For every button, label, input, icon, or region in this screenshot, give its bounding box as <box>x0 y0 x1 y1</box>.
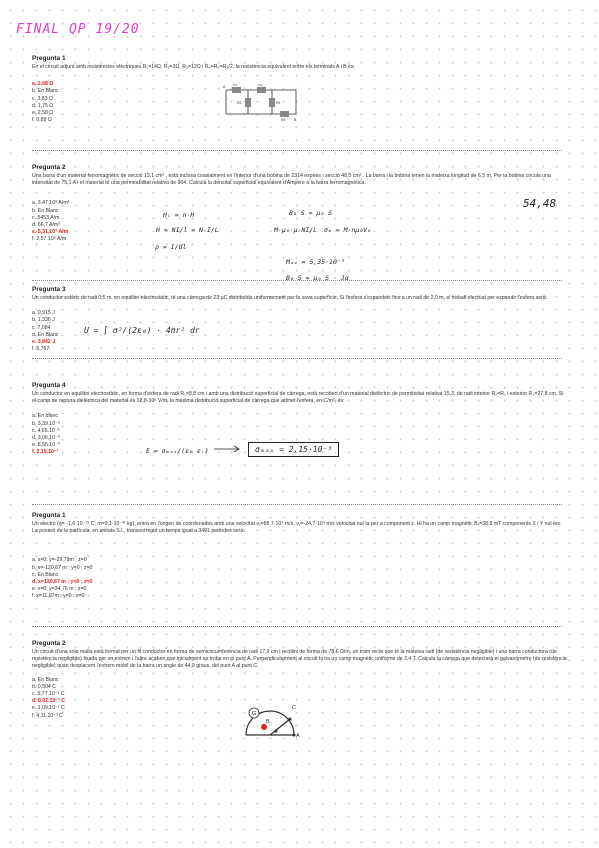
question-text: Un circuit d'una sola malla està format per un fil conductor en forma de semicircumferència de radi 17,9 cm i rectilini de forma de 78,6 Ω/m, un tram recte que té la mateixa radi (de resistència negligible) i una barra conductora (de resistència negligible) fixada per un extrem i l'altre acaben que inicialment es troba en el punt A. Perpendicularment al circuit hi ha un camp magnètic uniforme de 3,4 T. Calcula la càrrega que detectarà el galvanòmetre (de resistència negligible) quan desplacem l'extrem mobil de la barra un angle de 44,9 graus, del punt A al punt C. <box>32 649 567 670</box>
point-b-label: B <box>266 719 270 725</box>
handwritten-note: E = σₘₐₓ/(ε₀ εᵣ) <box>146 447 209 455</box>
question-text: Un conductor esfèric de radi 0,5 m, en equilibri electrostàtic, té una càrrega de 23 μC distribuïda uniformement per la seva superfície. Si l'esfera s'expandeix fins a un radi de 2,0 m, el treball efectuat per expandir l'esfera serà: <box>32 295 548 301</box>
option-a: a. 0,915 J <box>32 310 55 317</box>
handwritten-note: σₘ = M·nμ₀V₀ <box>324 226 371 234</box>
point-a-label: A <box>296 733 300 739</box>
option-b: b. x=-120,67 m ; y=0 ; z=0 <box>32 564 93 571</box>
option-a: a. 3,47.10⁸ A/m² <box>32 200 70 207</box>
option-d: d. En Blanc <box>32 331 59 338</box>
handwritten-note: B₀ S = μ₀ S <box>289 209 333 217</box>
circuit-diagram <box>222 84 300 122</box>
option-b: b. 1,336 J <box>32 317 55 324</box>
divider <box>32 358 562 359</box>
point-c-label: C <box>292 705 296 711</box>
question-title: Pregunta 3 <box>32 286 66 293</box>
resistor-r1 <box>232 87 241 93</box>
question-text: En el circuit adjunt amb resistències elèctriques R₁=14Ω, R₂=3Ω, R₃=12Ω i R₄=R₅=R₃/2, la resistència equivalent entre els terminals A i B és: <box>32 64 355 70</box>
options-list <box>32 200 567 243</box>
resistor-r4 <box>269 98 275 107</box>
question-title: Pregunta 1 <box>32 55 66 62</box>
option-b: b. 3,39.10⁻³ <box>32 420 60 427</box>
handwritten-note: M·μ₀·μᵣNI/L <box>274 226 318 234</box>
option-a: a. x=0; y=-29,79m ; z=0 <box>32 557 87 564</box>
option-c: c. 5,77.10⁻³ C <box>32 691 65 698</box>
question-5 <box>32 512 567 601</box>
option-a: a. 2,68 Ω <box>32 81 54 88</box>
question-3 <box>32 286 567 353</box>
option-f: f. 0,89 Ω <box>32 117 52 124</box>
question-title: Pregunta 4 <box>32 382 66 389</box>
option-a: a. En blanc <box>32 413 58 420</box>
handwritten-note: B₀ S = μ₀ S · Jα <box>286 274 349 282</box>
option-c: c. 4,65.10⁻³ <box>32 427 60 434</box>
question-title: Pregunta 1 <box>32 512 66 519</box>
option-d: d. 1,75 Ω <box>32 102 54 109</box>
option-c: c. 5453 A/m <box>32 214 60 221</box>
question-text: Un electró (q= -1,6·10⁻¹⁹ C, m=9,1·10⁻³¹ kg), entra en l'origen de coordenades amb una velocitat vₓ=85,7·10⁴ m/s, vᵧ=-24,7·10⁴ m/s velocitat nul·la per a component z. Hi ha un camp magnètic Bₓ=38,8 mT components X i Y nul·les. La posició de la partícula, en unitats S.I., transcorregut un temps igual a 3491 períodes serà: <box>32 521 562 535</box>
terminal-b-label: B <box>294 118 297 122</box>
r1-label: R1 <box>233 84 238 87</box>
option-c: c. En Blanc <box>32 571 59 578</box>
options-list <box>32 557 567 600</box>
handwritten-note: Mₐₑ = 5,35·10⁻³ <box>286 258 345 266</box>
option-c: c. 3,83 Ω <box>32 95 53 102</box>
option-d: d. 8,02.10⁻³ C <box>32 698 66 705</box>
option-e: e. 3,842 J <box>32 339 56 346</box>
option-f: f. 4,11.10⁻³ C <box>32 712 63 719</box>
handwritten-note: ρ = I/dl <box>155 243 187 251</box>
galvanometer-label: G <box>252 711 257 717</box>
divider <box>32 280 562 281</box>
divider <box>32 626 562 627</box>
r5-label: R5 <box>281 118 286 122</box>
handwritten-note: H = NI/l = N·I/L <box>156 226 219 234</box>
arrow-icon <box>212 444 242 454</box>
handwritten-answer-box: σₘₐₓ = 2,15·10⁻³ <box>248 442 339 457</box>
terminal-a-label: A <box>223 85 226 89</box>
option-c: c. 7,084 <box>32 324 51 331</box>
r4-label: R4 <box>276 101 281 105</box>
option-d: d. x=120,67 m ; y=0 ; z=0 <box>32 579 93 586</box>
option-f: f. 5,767 <box>32 346 50 353</box>
semicircle-circuit-diagram <box>240 699 300 739</box>
option-b: b. 0,504 C <box>32 683 56 690</box>
option-a: a. En Blanc <box>32 676 59 683</box>
handwritten-note: U = ∫ σ²/(2ε₀) · 4πr² dr <box>84 326 200 335</box>
option-b: b. En Blanc <box>32 207 59 214</box>
divider <box>32 504 562 505</box>
r2-label: R2 <box>258 84 263 87</box>
option-f: f. x=11,07m ; y=0 ; z=0 <box>32 593 85 600</box>
option-f: f. 2,15.10⁻³ <box>32 449 59 456</box>
resistor-r5 <box>280 111 289 117</box>
page-title: FINAL QP 19/20 <box>16 22 140 37</box>
option-e: e. 8,55.10⁻³ <box>32 442 60 449</box>
resistor-r3 <box>245 98 251 107</box>
option-e: e. 5,31.10⁷ A/m <box>32 229 69 236</box>
option-e: e. 2,58 Ω <box>32 110 54 117</box>
handwritten-note: Hₗ = n·H <box>163 211 195 219</box>
question-text: Una barra d'un material ferromagnètic de secció 13,1 cm² , està inclosa coaxialment en l'interior d'una bobina de 2314 espires i secció 48,5 cm² . La barra i la bobina tenen la mateixa longitud de 6,5 m. Per la bobina circula una intensitat de 75,1 A i el material té una permeabilitat relativa de 904. Calcula la densitat superficial equivalent d'Ampère a la barra ferromagnètica. <box>32 173 551 187</box>
option-f: f. 2,57.10⁶ A/m <box>32 236 67 243</box>
option-e: e. x=0; y=34,76 m ; z=0 <box>32 586 87 593</box>
question-title: Pregunta 2 <box>32 640 66 647</box>
question-title: Pregunta 2 <box>32 164 66 171</box>
divider <box>32 150 562 151</box>
question-text: Un conductor en equilibri electrostàtic, en forma d'esfera de radi R₁=8,8 cm i amb una distribució superficial de càrrega, està recobert d'un material dielèctric de permitivitat relativa 15,3, de radi interior R₂=R₁ i exterior R₃=27,8 cm. Si el camp de ruptura dielèctrica del material és 12,8·10⁶ V/m, la màxima distribució superficial de càrrega que admet l'esfera, en C/m², és: <box>32 391 564 405</box>
option-e: e. 1,09.10⁻² C <box>32 705 65 712</box>
option-d: d. 66,7 A/m² <box>32 222 60 229</box>
r3-label: R3 <box>237 101 242 105</box>
option-d: d. 3,06.10⁻³ <box>32 435 60 442</box>
resistor-r2 <box>257 87 266 93</box>
option-b: b. En Blanc <box>32 88 59 95</box>
handwritten-note: 54,48 <box>523 197 557 210</box>
